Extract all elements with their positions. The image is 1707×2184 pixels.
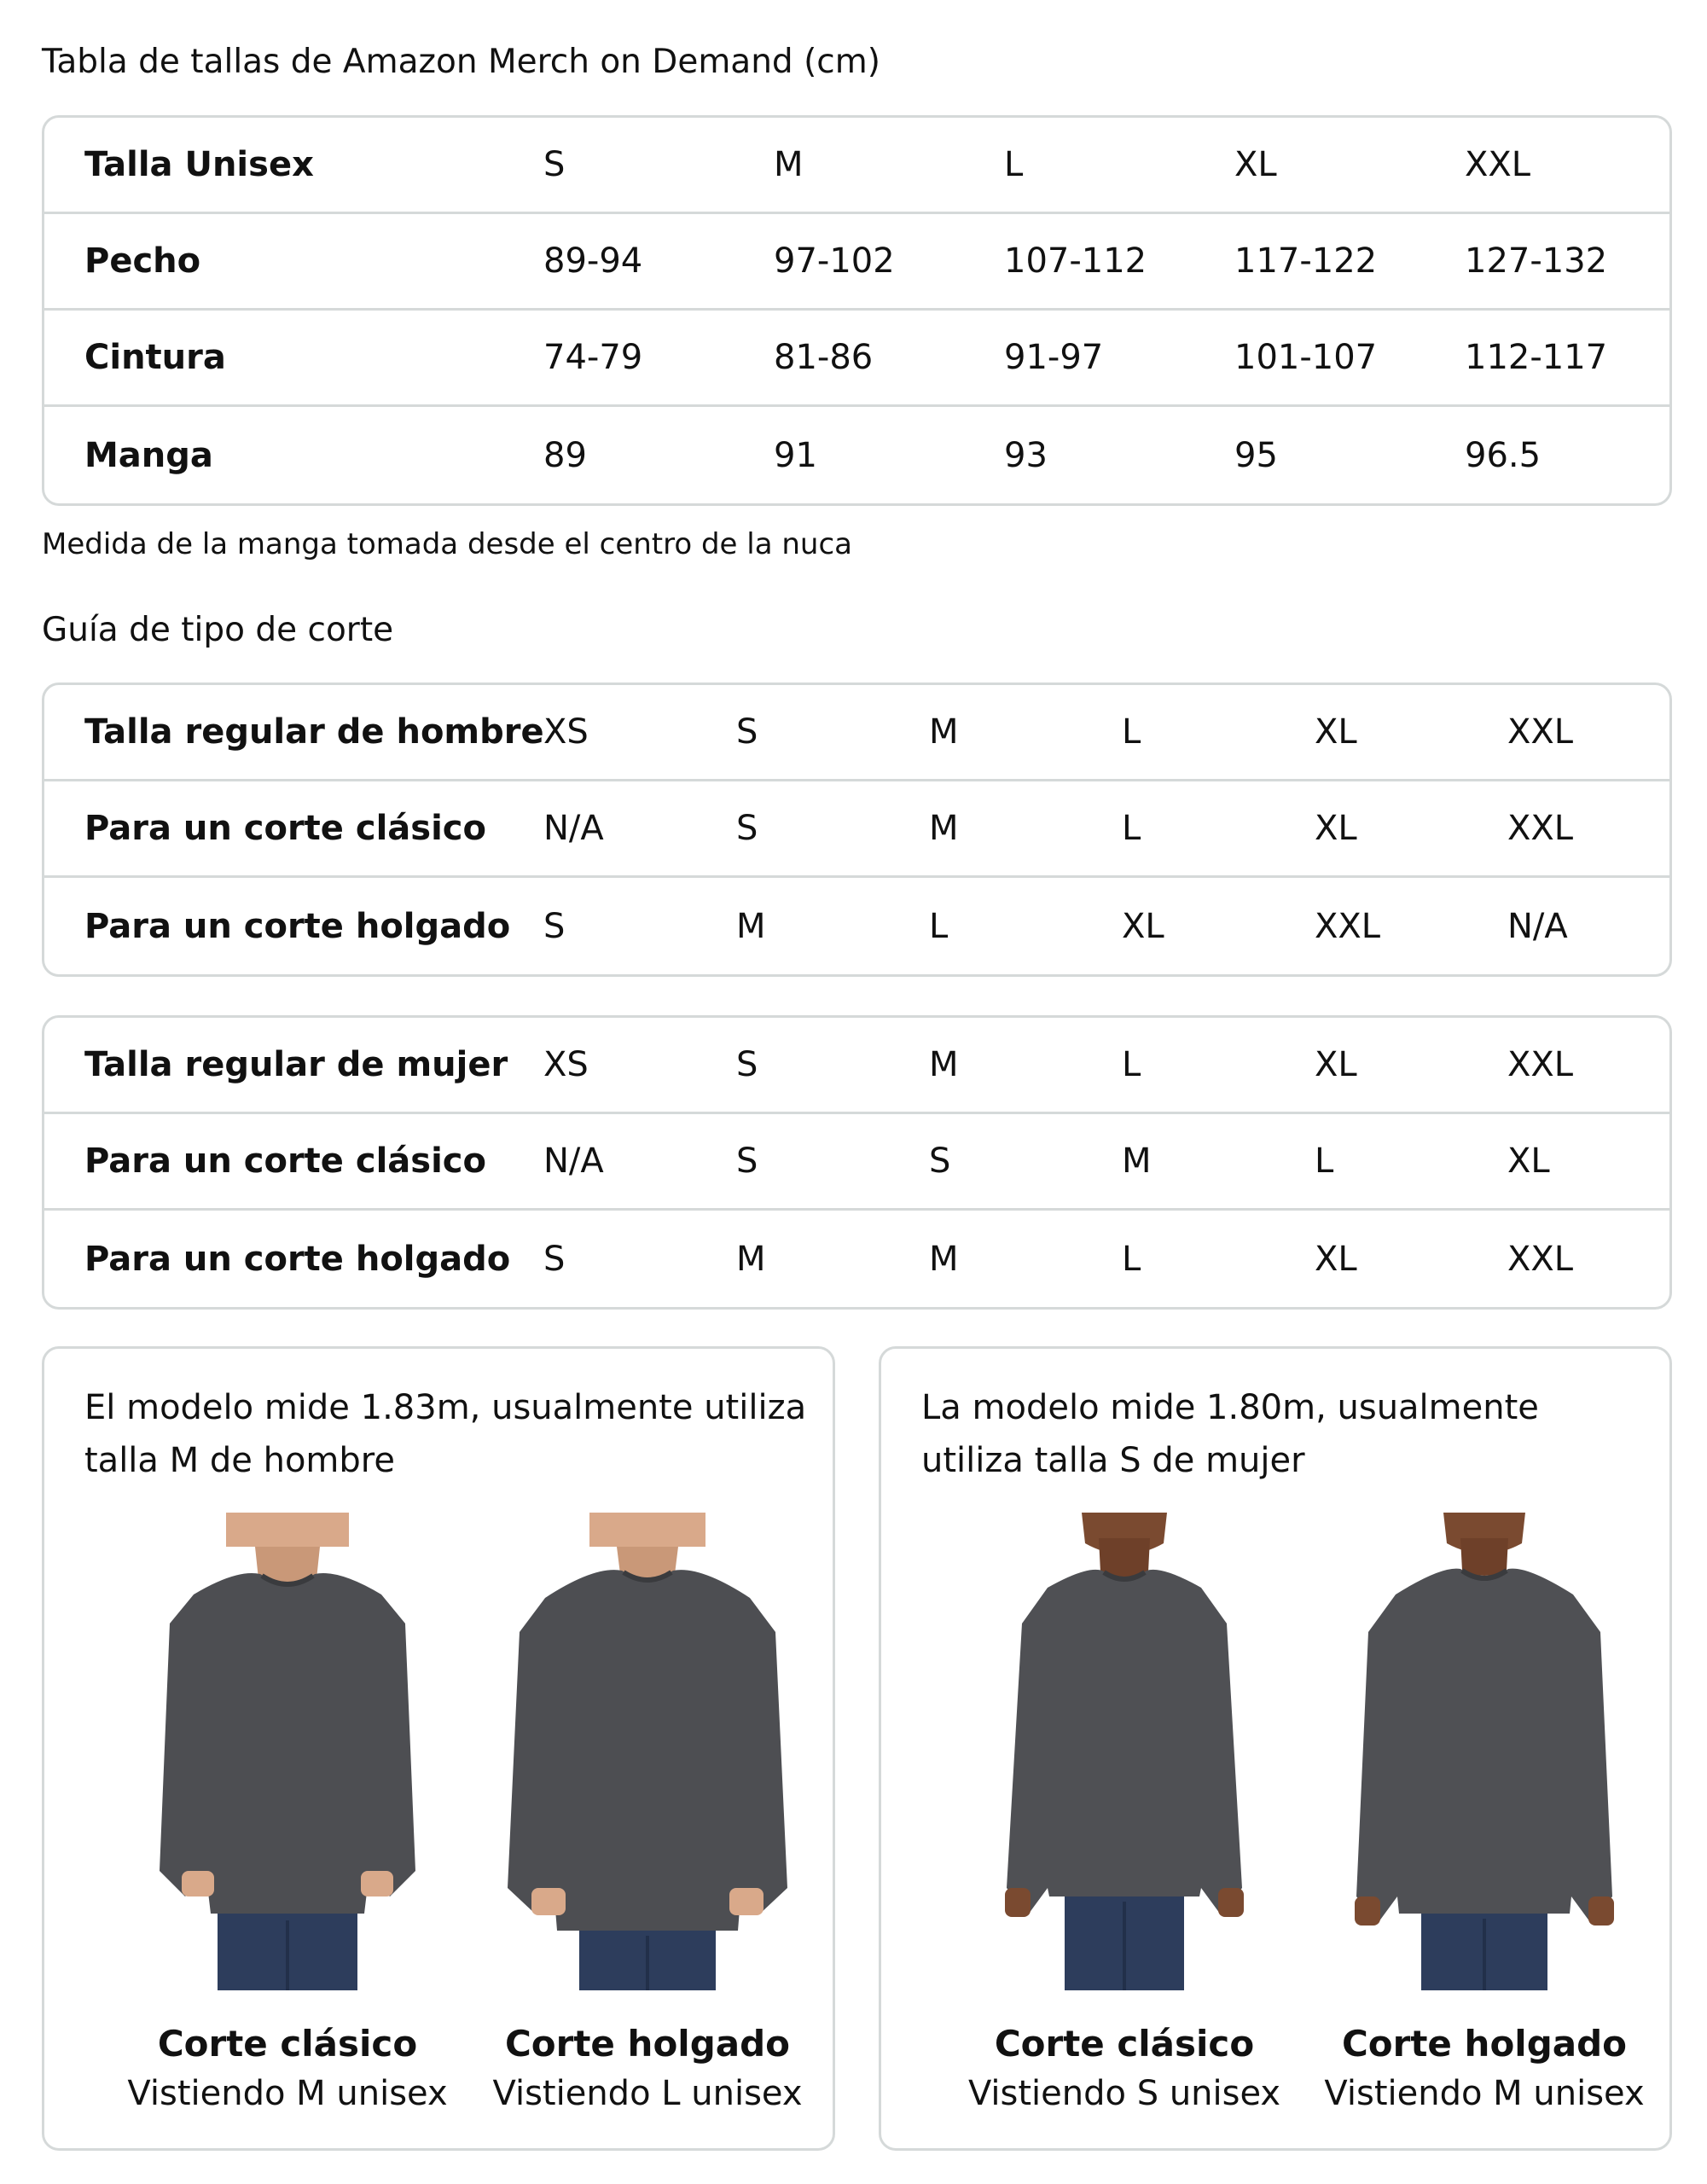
table-cell: N/A — [543, 1141, 604, 1181]
table-cell: S — [929, 1141, 951, 1181]
table-row — [44, 1018, 1669, 1114]
men-model-card — [42, 1346, 835, 2151]
table-cell: N/A — [543, 809, 604, 848]
table-cell: 101-107 — [1234, 338, 1378, 377]
table-row — [44, 214, 1669, 311]
table-cell: M — [736, 906, 766, 946]
table-cell: M — [929, 809, 959, 848]
table-cell: 96.5 — [1465, 435, 1542, 475]
photo-caption-subtitle: Vistiendo M unisex — [127, 2074, 448, 2113]
table-cell: 74-79 — [543, 338, 643, 377]
photo-caption-title: Corte clásico — [994, 2023, 1255, 2065]
table-cell: XL — [1234, 145, 1277, 184]
model-description: El modelo mide 1.83m, usualmente utiliza talla M de hombre — [84, 1388, 807, 1480]
row-header: Para un corte holgado — [84, 906, 511, 946]
table-cell: M — [1122, 1141, 1152, 1181]
table-cell: M — [736, 1239, 766, 1279]
row-header: Para un corte holgado — [84, 1239, 511, 1279]
photo-caption-subtitle: Vistiendo L unisex — [492, 2074, 803, 2113]
women-fit-table — [42, 1015, 1672, 1310]
man-relaxed-fit-photo — [494, 1513, 801, 1990]
row-header: Talla regular de hombre — [84, 712, 544, 752]
size-chart-title: Tabla de tallas de Amazon Merch on Demand (cm) — [42, 43, 880, 81]
table-cell: 107-112 — [1004, 241, 1147, 281]
table-cell: L — [1122, 1239, 1141, 1279]
table-row — [44, 878, 1669, 974]
table-cell: L — [929, 906, 949, 946]
row-header: Cintura — [84, 338, 226, 377]
table-cell: XS — [543, 1045, 589, 1084]
row-header: Talla Unisex — [84, 145, 314, 184]
table-cell: L — [1122, 712, 1141, 752]
table-cell: M — [929, 1239, 959, 1279]
women-model-card — [879, 1346, 1672, 2151]
table-cell: XXL — [1315, 906, 1381, 946]
table-cell: L — [1004, 145, 1024, 184]
table-cell: S — [736, 1141, 758, 1181]
table-cell: S — [736, 809, 758, 848]
table-cell: 93 — [1004, 435, 1048, 475]
table-cell: 127-132 — [1465, 241, 1608, 281]
table-cell: N/A — [1507, 906, 1568, 946]
photo-caption-subtitle: Vistiendo M unisex — [1324, 2074, 1645, 2113]
table-cell: L — [1122, 809, 1141, 848]
table-cell: S — [736, 1045, 758, 1084]
table-cell: XXL — [1507, 809, 1574, 848]
table-cell: M — [774, 145, 804, 184]
table-cell: XL — [1315, 712, 1357, 752]
photo-caption-title: Corte holgado — [504, 2023, 791, 2065]
table-cell: XXL — [1507, 1239, 1574, 1279]
table-cell: XL — [1122, 906, 1164, 946]
table-row — [44, 118, 1669, 214]
photo-caption-title: Corte holgado — [1341, 2023, 1628, 2065]
table-cell: 81-86 — [774, 338, 874, 377]
table-cell: XL — [1315, 1045, 1357, 1084]
table-cell: 117-122 — [1234, 241, 1378, 281]
table-cell: 112-117 — [1465, 338, 1608, 377]
table-row — [44, 1114, 1669, 1211]
table-cell: S — [543, 145, 566, 184]
table-cell: 89 — [543, 435, 587, 475]
table-cell: XL — [1315, 809, 1357, 848]
man-classic-fit-photo — [134, 1513, 441, 1990]
unisex-size-table — [42, 115, 1672, 506]
men-fit-table — [42, 682, 1672, 977]
model-description: La modelo mide 1.80m, usualmente utiliza talla S de mujer — [921, 1388, 1539, 1480]
table-cell: S — [543, 906, 566, 946]
table-cell: S — [736, 712, 758, 752]
sleeve-note: Medida de la manga tomada desde el centro de la nuca — [42, 527, 852, 561]
table-cell: M — [929, 1045, 959, 1084]
row-header: Talla regular de mujer — [84, 1045, 508, 1084]
table-cell: 97-102 — [774, 241, 895, 281]
fit-guide-title: Guía de tipo de corte — [42, 611, 394, 649]
table-cell: XXL — [1465, 145, 1531, 184]
table-cell: XL — [1315, 1239, 1357, 1279]
row-header: Pecho — [84, 241, 201, 281]
table-cell: XXL — [1507, 1045, 1574, 1084]
row-header: Para un corte clásico — [84, 1141, 486, 1181]
woman-relaxed-fit-photo — [1331, 1513, 1638, 1990]
table-cell: 91-97 — [1004, 338, 1104, 377]
table-row — [44, 685, 1669, 781]
table-cell: L — [1315, 1141, 1334, 1181]
table-row — [44, 407, 1669, 503]
table-row — [44, 781, 1669, 878]
table-row — [44, 311, 1669, 407]
woman-classic-fit-photo — [971, 1513, 1278, 1990]
row-header: Para un corte clásico — [84, 809, 486, 848]
table-cell: 89-94 — [543, 241, 643, 281]
table-row — [44, 1211, 1669, 1307]
table-cell: M — [929, 712, 959, 752]
table-cell: 91 — [774, 435, 817, 475]
row-header: Manga — [84, 435, 213, 475]
table-cell: 95 — [1234, 435, 1278, 475]
table-cell: XXL — [1507, 712, 1574, 752]
table-cell: L — [1122, 1045, 1141, 1084]
photo-caption-subtitle: Vistiendo S unisex — [967, 2074, 1281, 2113]
table-cell: XS — [543, 712, 589, 752]
table-cell: S — [543, 1239, 566, 1279]
table-cell: XL — [1507, 1141, 1550, 1181]
photo-caption-title: Corte clásico — [157, 2023, 418, 2065]
